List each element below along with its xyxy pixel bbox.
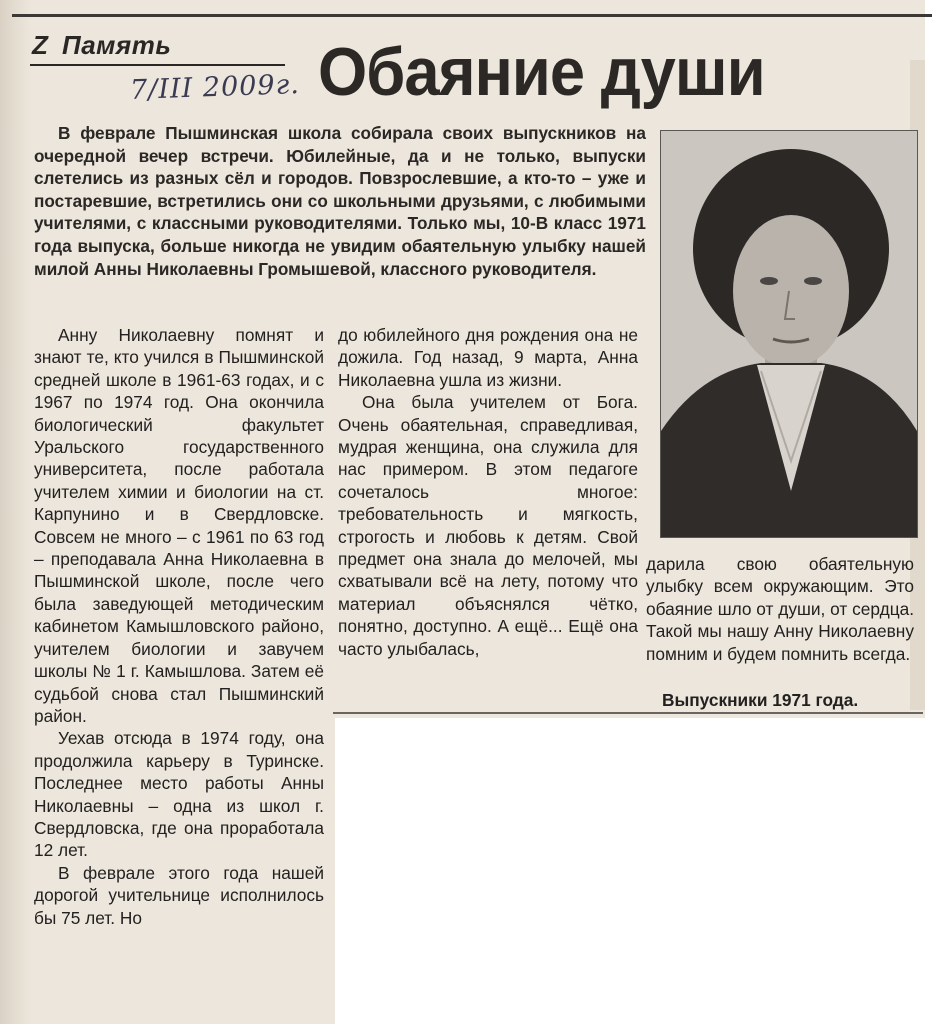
article-signature: Выпускники 1971 года.: [662, 690, 859, 710]
article-headline: Обаяние души: [318, 34, 765, 110]
neighbor-column-shadow: [0, 0, 32, 1024]
article-column-1: [34, 324, 324, 929]
portrait-photo: [660, 130, 918, 538]
rubric-rule: [30, 64, 285, 66]
rubric-mark: Z: [32, 30, 48, 60]
paragraph: дарила свою обаятельную улыбку всем окружающим. Это обаяние шло от души, от сердца. Такой мы нашу Анну Николаевну помним и будем помнить всегда.: [646, 554, 914, 664]
handwritten-date: 7/III 2009г.: [129, 69, 301, 106]
paragraph: Уехав отсюда в 1974 году, она продолжила карьеру в Туринске. Последнее место работы Анны Николаевны – одна из школ г. Свердловска, где она проработала 12 лет.: [34, 728, 324, 861]
article-lead: В феврале Пышминская школа собирала своих выпускников на очередной вечер встречи. Юбилейные, да и не только, выпуски слетелись из разных сёл и городов. Повзрослевшие, а кто-то – уже и постаревшие, встретились они со школьными друзьями, с любимыми учителями, с классными руководителями. Только мы, 10-В класс 1971 года выпуска, больше никогда не увидим обаятельную улыбку нашей милой Анны Николаевны Громышевой, классного руководителя.: [34, 123, 646, 279]
article-column-2: [338, 324, 638, 660]
paragraph: В феврале этого года нашей дорогой учительнице исполнилось бы 75 лет. Но: [34, 862, 324, 928]
bottom-rule: [333, 712, 923, 714]
portrait-photo-icon: [661, 131, 917, 537]
top-rule: [12, 14, 932, 17]
paragraph: Анну Николаевну помнят и знают те, кто учился в Пышминской средней школе в 1961-63 годах, и с 1967 по 1974 год. Она окончила биологический факультет Уральского государственного университета, после работала учителем химии и биологии на ст. Карпунино и в Свердловске. Совсем не много – с 1961 по 63 год – преподавала Анна Николаевна в Пышминской школе, после чего была заведующей методическим кабинетом Камышловского районо, учителем биологии и завучем школы № 1 г. Камышлова. Затем её судьбой снова стал Пышминский район.: [34, 325, 324, 726]
paragraph: до юбилейного дня рождения она не дожила. Год назад, 9 марта, Анна Николаевна ушла из жизни.: [338, 325, 638, 390]
article-column-3: [646, 553, 914, 665]
paragraph: Она была учителем от Бога. Очень обаятельная, справедливая, мудрая женщина, она служила для нас примером. В этом педагоге сочеталось многое: требовательность и мягкость, строгость и любовь к детям. Свой предмет она знала до мелочей, мы схватывали всё на лету, потому что материал объяснялся чётко, понятно, доступно. А ещё... Ещё она часто улыбалась,: [338, 392, 638, 659]
rubric-label: Память: [62, 30, 172, 60]
